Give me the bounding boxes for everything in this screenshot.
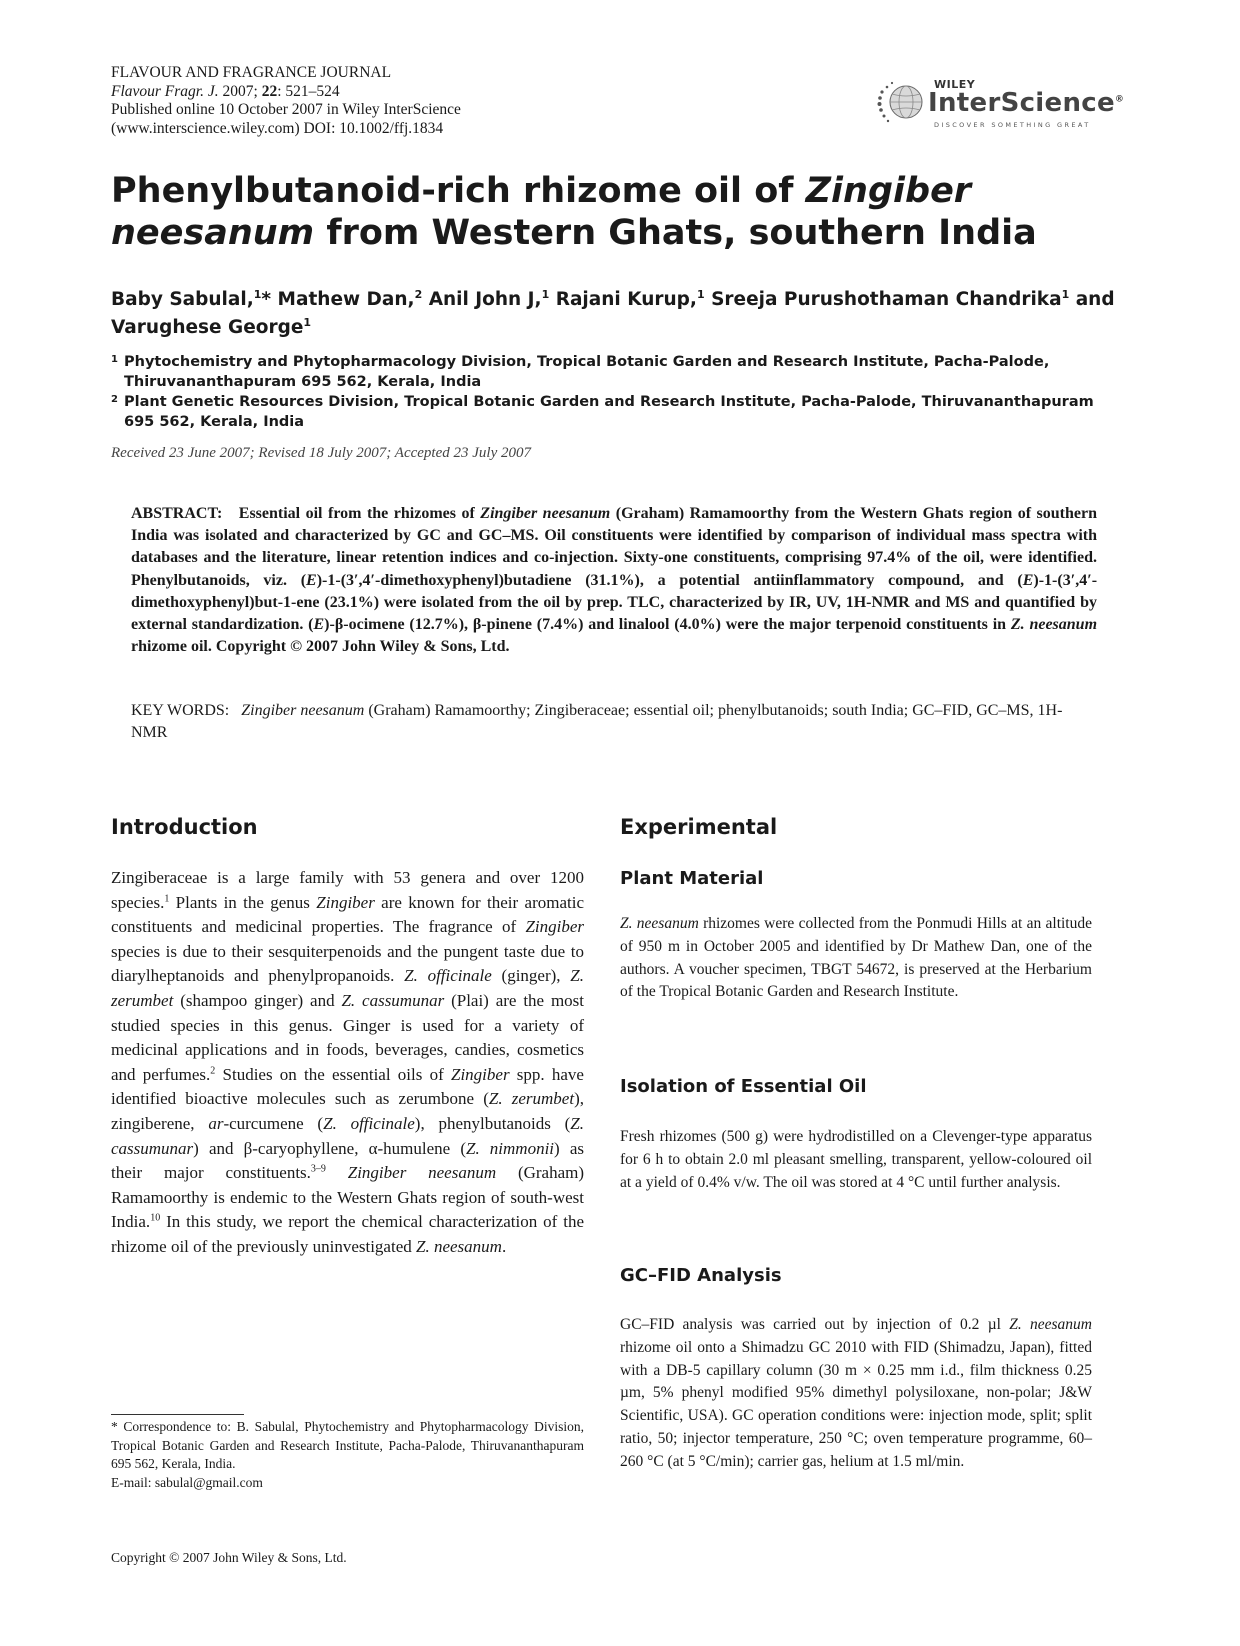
affiliation-text: Phytochemistry and Phytopharmacology Division, Tropical Botanic Garden and Research Institute, Pacha-Palode, Thiruvananthapuram 695 562, Kerala, India — [124, 354, 1050, 390]
section-heading-experimental: Experimental — [620, 815, 778, 839]
affiliation-text: Plant Genetic Resources Division, Tropical Botanic Garden and Research Institute, Pacha-Palode, Thiruvananthapuram 695 562, Kerala, India — [124, 394, 1094, 430]
citation-line — [111, 83, 711, 102]
correspondence-text: * Correspondence to: B. Sabulal, Phytochemistry and Phytopharmacology Division, Tropical Botanic Garden and Research Institute, Pacha-Palode, Thiruvananthapuram 695 562, Kerala, India. — [111, 1419, 584, 1471]
section-heading-introduction: Introduction — [111, 815, 258, 839]
page-copyright: Copyright © 2007 John Wiley & Sons, Ltd. — [111, 1550, 347, 1565]
interscience-wordmark: InterScience® — [928, 88, 1125, 118]
correspondence-email: E-mail: sabulal@gmail.com — [111, 1474, 263, 1490]
globe-icon — [876, 78, 926, 128]
introduction-body: Zingiberaceae is a large family with 53 genera and over 1200 species.$^1$ Plants in the genus Zingiber are known for their aromatic constituents and medicinal properties. The fragrance of Zingiber species is due to their sesquiterpenoids and the pungent taste due to diarylheptanoids and phenylpropanoids. Z. officinale (ginger), Z. zerumbet (shampoo ginger) and Z. cassumunar (Plai) are the most studied species in this genus. Ginger is used for a variety of medicinal applications and in foods, beverages, candies, cosmetics and perfumes.$^2$ Studies on the essential oils of Zingiber spp. have identified bioactive molecules such as zerumbone (Z. zerumbet), zingiberene, ar-curcumene (Z. officinale), phenylbutanoids (Z. cassumunar) and β-caryophyllene, α-humulene (Z. nimmonii) as their major constituents.$^{3-9}$ Zingiber neesanum (Graham) Ramamoorthy is endemic to the Western Ghats region of south-west India.$^{10}$ In this study, we report the chemical characterization of the rhizome oil of the previously uninvestigated Z. neesanum. — [111, 868, 585, 1256]
affiliation — [111, 353, 1111, 392]
abstract-label: ABSTRACT: — [131, 505, 223, 522]
subsection-heading-plant-material: Plant Material — [620, 868, 764, 889]
published-online: Published online 10 October 2007 in Wiley InterScience — [111, 101, 461, 118]
article-title: Phenylbutanoid-rich rhizome oil of Zingiber neesanum from Western Ghats, southern India — [111, 171, 1037, 253]
reference-marker: 2 — [210, 1065, 216, 1077]
doi-line: (www.interscience.wiley.com) DOI: 10.1002/ffj.1834 — [111, 119, 444, 137]
logo-tagline: DISCOVER SOMETHING GREAT — [934, 121, 1091, 129]
keywords-label: KEY WORDS: — [131, 702, 230, 719]
subsection-heading-isolation: Isolation of Essential Oil — [620, 1076, 867, 1097]
correspondence-footnote — [111, 1418, 584, 1492]
plant-material-body: Z. neesanum rhizomes were collected from the Ponmudi Hills at an altitude of 950 m in October 2005 and identified by Dr Mathew Dan, one of the authors. A voucher specimen, TBGT 54672, is preserved at the Herbarium of the Tropical Botanic Garden and Research Institute. — [620, 915, 1092, 1001]
journal-name: FLAVOUR AND FRAGRANCE JOURNAL — [111, 64, 392, 81]
author-conjunction: and — [1075, 289, 1115, 310]
citation-year: 2007; — [218, 82, 262, 100]
reference-marker: 3–9 — [310, 1163, 326, 1175]
citation-volume: 22 — [261, 82, 278, 100]
author-list — [111, 286, 1141, 342]
author: Anil John J,$^1$ — [428, 287, 550, 310]
affiliation-number: 2 — [111, 394, 118, 405]
citation-pages: : 521–524 — [277, 82, 340, 100]
wiley-interscience-logo — [876, 76, 1125, 132]
submission-dates: Received 23 June 2007; Revised 18 July 2007; Accepted 23 July 2007 — [111, 445, 531, 461]
wiley-wordmark: WILEY — [934, 78, 976, 91]
affiliation — [111, 393, 1111, 432]
citation-journal: Flavour Fragr. J. — [111, 82, 219, 100]
author: Mathew Dan,$^2$ — [277, 287, 423, 310]
isolation-body: Fresh rhizomes (500 g) were hydrodistilled on a Clevenger-type apparatus for 6 h to obtain 2.0 ml pleasant smelling, transparent, yellow-coloured oil at a yield of 0.4% v/w. The oil was stored at 4 °C until further analysis. — [620, 1128, 1092, 1191]
journal-header — [111, 64, 711, 138]
keywords: KEY WORDS: Zingiber neesanum (Graham) Ramamoorthy; Zingiberaceae; essential oil; phenylbutanoids; south India; GC–FID, GC–MS, 1H-NMR — [131, 702, 1063, 742]
gc-fid-body: GC–FID analysis was carried out by injection of 0.2 µl Z. neesanum rhizome oil onto a Shimadzu GC 2010 with FID (Shimadzu, Japan), fitted with a DB-5 capillary column (30 m × 0.25 mm i.d., film thickness 0.25 µm, 5% phenyl modified 95% dimethyl polysiloxane, non-polar; J&W Scientific, USA). GC operation conditions were: injection mode, split; split ratio, 50; injector temperature, 250 °C; oven temperature programme, 60–260 °C (at 5 °C/min); carrier gas, helium at 1.5 ml/min. — [620, 1316, 1092, 1470]
author: Varughese George$^1$ — [111, 315, 312, 338]
author: Sreeja Purushothaman Chandrika$^1$ — [711, 287, 1070, 310]
reference-marker: 10 — [150, 1212, 161, 1224]
author: Baby Sabulal,$^1$* — [111, 287, 272, 310]
reference-marker: 1 — [164, 892, 170, 904]
footnote-divider — [111, 1414, 244, 1415]
subsection-heading-gc-fid: GC–FID Analysis — [620, 1265, 782, 1286]
abstract: ABSTRACT: Essential oil from the rhizomes of Zingiber neesanum (Graham) Ramamoorthy from the Western Ghats region of southern India was isolated and characterized by GC and GC–MS. Oil constituents were identified by comparison of individual mass spectra with databases and the literature, linear retention indices and co-injection. Sixty-one constituents, comprising 97.4% of the oil, were identified. Phenylbutanoids, viz. (E)-1-(3′,4′-dimethoxyphenyl)butadiene (31.1%), a potential antiinflammatory compound, and (E)-1-(3′,4′-dimethoxyphenyl)but-1-ene (23.1%) were isolated from the oil by prep. TLC, characterized by IR, UV, 1H-NMR and MS and quantified by external standardization. (E)-β-ocimene (12.7%), β-pinene (7.4%) and linalool (4.0%) were the major terpenoid constituents in Z. neesanum rhizome oil. Copyright © 2007 John Wiley & Sons, Ltd. — [131, 505, 1098, 656]
author: Rajani Kurup,$^1$ — [555, 287, 705, 310]
affiliation-number: 1 — [111, 354, 118, 365]
